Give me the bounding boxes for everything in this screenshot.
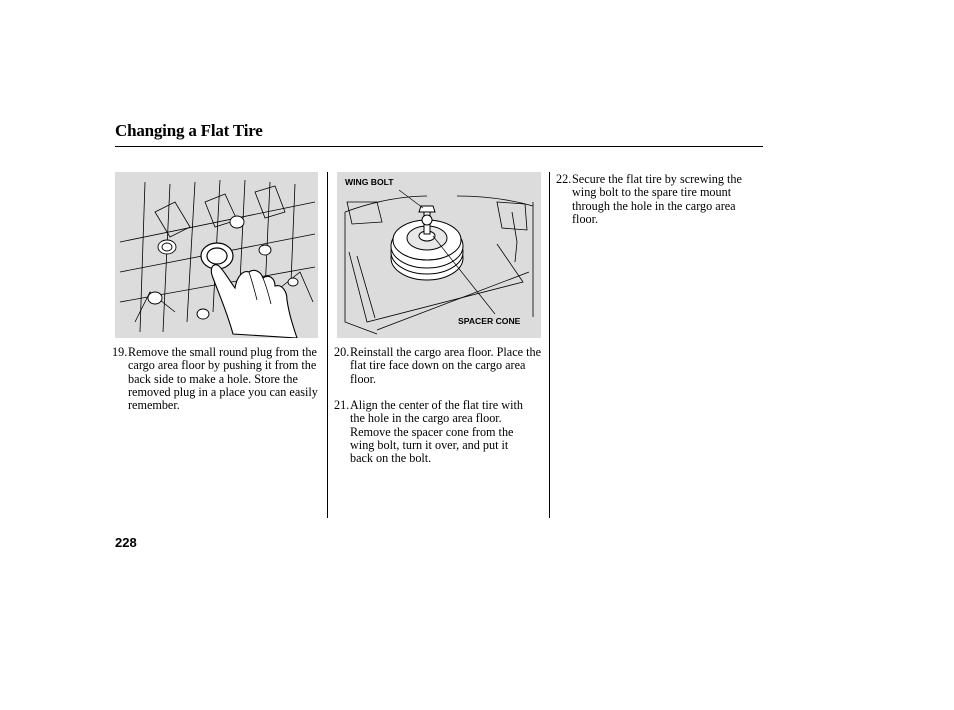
step-number: 19. [112,345,128,359]
step-21 [334,399,530,465]
step-text: Remove the small round plug from the cargo area floor by pushing it from the back side to make a hole. Store the removed plug in a place you can easily remember. [128,345,318,413]
column-divider [327,172,328,518]
cargo-tire-illustration [337,172,541,338]
step-number: 20. [334,345,350,359]
title-underline [115,146,763,147]
step-22 [556,173,752,226]
page-number: 228 [115,535,137,550]
step-20 [334,346,546,386]
column-divider [549,172,550,518]
step-19 [112,346,322,412]
wing-bolt-callout: WING BOLT [345,177,394,187]
step-text: Reinstall the cargo area floor. Place the flat tire face down on the cargo area floor. [350,345,541,386]
plug-removal-illustration [115,172,318,338]
step-number: 22. [556,172,572,186]
page-title: Changing a Flat Tire [115,121,263,140]
spacer-cone-callout: SPACER CONE [458,316,521,326]
step-text: Align the center of the flat tire with the hole in the cargo area floor. Remove the spacer cone from the wing bolt, turn it over, and put it back on the bolt. [350,398,523,466]
step-text: Secure the flat tire by screwing the wing bolt to the spare tire mount through the hole in the cargo area floor. [572,172,742,226]
step-number: 21. [334,398,350,412]
